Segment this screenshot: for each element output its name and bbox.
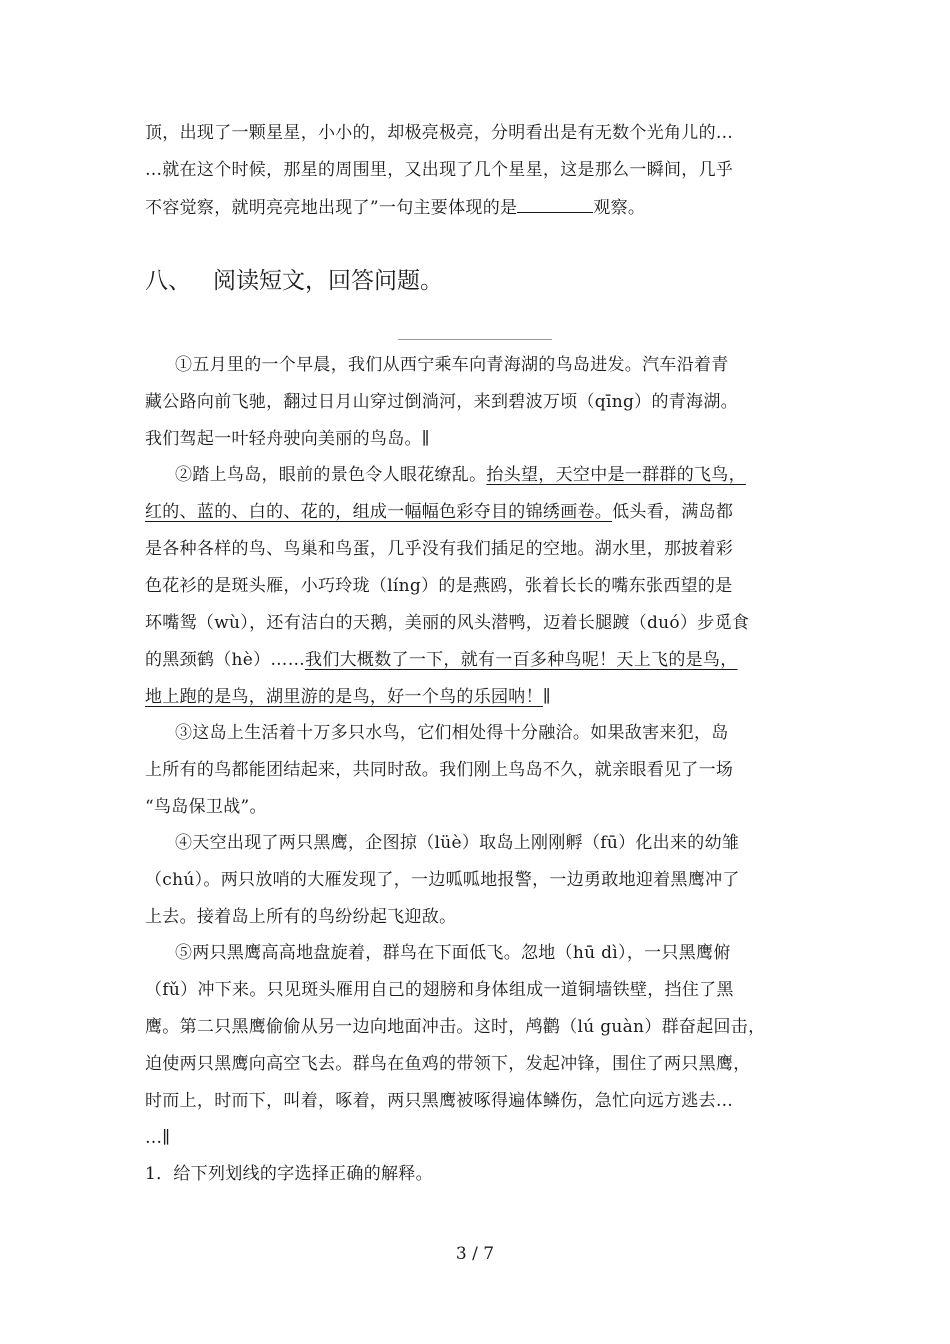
underlined-sentence-1b: 红的、蓝的、白的、花的，组成一幅幅色彩夺目的锦绣画卷。 xyxy=(145,502,613,522)
passage-p2-line-6-text: 的黑颈鹤（hè）…… xyxy=(145,650,306,670)
passage-p2-line-1 xyxy=(175,464,746,486)
underlined-sentence-2a: 我们大概数了一下，就有一百多种鸟呢！天上飞的是鸟， xyxy=(305,650,738,670)
passage-p4-line-3: 上去。接着岛上所有的鸟纷纷起飞迎敌。 xyxy=(145,907,457,927)
passage-p5-line-5: 时而上，时而下，叫着，啄着，两只黑鹰被啄得遍体鳞伤，急忙向远方逃去… xyxy=(145,1091,734,1111)
passage-p2-line-4: 色花衫的是斑头雁，小巧玲珑（líng）的是燕鸥，张着长长的嘴东张西望的是 xyxy=(145,576,733,596)
passage-p2-line-5: 环嘴鸳（wù），还有洁白的天鹅，美丽的风头潜鸭，迈着长腿踱（duó）步觅食 xyxy=(145,613,750,633)
passage-p4-line-1: ④天空出现了两只黑鹰，企图掠（lüè）取岛上刚刚孵（fū）化出来的幼雏 xyxy=(175,833,740,853)
passage-p2-line-1-text: ②踏上鸟岛，眼前的景色令人眼花缭乱。 xyxy=(175,465,487,485)
intro-line-3-text: 不容觉察，就明亮亮地出现了”一句主要体现的是 xyxy=(145,198,518,218)
title-divider xyxy=(398,339,552,340)
passage-p2-line-7 xyxy=(145,686,551,708)
passage-p4-line-2: （chú）。两只放哨的大雁发现了，一边呱呱地报警，一边勇敢地迎着黑鹰冲了 xyxy=(145,870,740,890)
passage-p2-line-2 xyxy=(145,501,733,523)
passage-p1-line-2: 藏公路向前飞驰，翻过日月山穿过倒淌河，来到碧波万顷（qīng）的青海湖。 xyxy=(145,392,738,412)
answer-blank[interactable] xyxy=(517,198,593,213)
page-number: 3 / 7 xyxy=(455,1244,495,1264)
passage-p2-line-6 xyxy=(145,649,738,671)
section-title: 阅读短文，回答问题。 xyxy=(213,268,443,294)
passage-p2-line-3: 是各种各样的鸟、鸟巢和鸟蛋，几乎没有我们插足的空地。湖水里，那披着彩 xyxy=(145,539,734,559)
passage-p1-line-3: 我们驾起一叶轻舟驶向美丽的鸟岛。∥ xyxy=(145,429,430,449)
passage-p1-line-1: ①五月里的一个早晨，我们从西宁乘车向青海湖的鸟岛进发。汽车沿着青 xyxy=(175,355,729,375)
intro-line-2: …就在这个时候，那星的周围里，又出现了几个星星，这是那么一瞬间，几乎 xyxy=(145,160,734,180)
passage-p5-line-2: （fǔ）冲下来。只见斑头雁用自己的翅膀和身体组成一道铜墙铁壁，挡住了黑 xyxy=(145,980,734,1000)
passage-p3-line-2: 上所有的鸟都能团结起来，共同时敌。我们刚上鸟岛不久，就亲眼看见了一场 xyxy=(145,760,734,780)
passage-p5-line-3: 鹰。第二只黑鹰偷偷从另一边向地面冲击。这时，鸬鹳（lú guàn）群奋起回击， xyxy=(145,1017,766,1037)
passage-p5-line-6: …∥ xyxy=(145,1128,171,1148)
underlined-sentence-2b: 地上跑的是鸟，湖里游的是鸟，好一个鸟的乐园呐！ xyxy=(145,687,543,707)
underlined-sentence-1a: 抬头望，天空中是一群群的飞鸟， xyxy=(486,465,746,485)
section-number: 八、 xyxy=(145,268,191,294)
passage-p2-line-2-text: 低头看，满岛都 xyxy=(612,502,734,522)
section-heading xyxy=(145,266,443,296)
passage-p3-line-1: ③这岛上生活着十万多只水鸟，它们相处得十分融洽。如果敌害来犯，岛 xyxy=(175,723,729,743)
passage-p3-line-3: “鸟岛保卫战”。 xyxy=(145,797,267,817)
intro-line-3-end: 观察。 xyxy=(593,198,646,218)
passage-p5-line-4: 迫使两只黑鹰向高空飞去。群鸟在鱼鸡的带领下，发起冲锋，围住了两只黑鹰， xyxy=(145,1054,751,1074)
passage-p5-line-1: ⑤两只黑鹰高高地盘旋着，群鸟在下面低飞。忽地（hū dì），一只黑鹰俯 xyxy=(175,943,731,963)
intro-line-3 xyxy=(145,197,645,219)
passage-p2-line-7-end: ∥ xyxy=(542,687,552,707)
intro-line-1: 顶，出现了一颗星星，小小的，却极亮极亮，分明看出是有无数个光角儿的… xyxy=(145,123,734,143)
question-1: 1．给下列划线的字选择正确的解释。 xyxy=(145,1164,433,1184)
